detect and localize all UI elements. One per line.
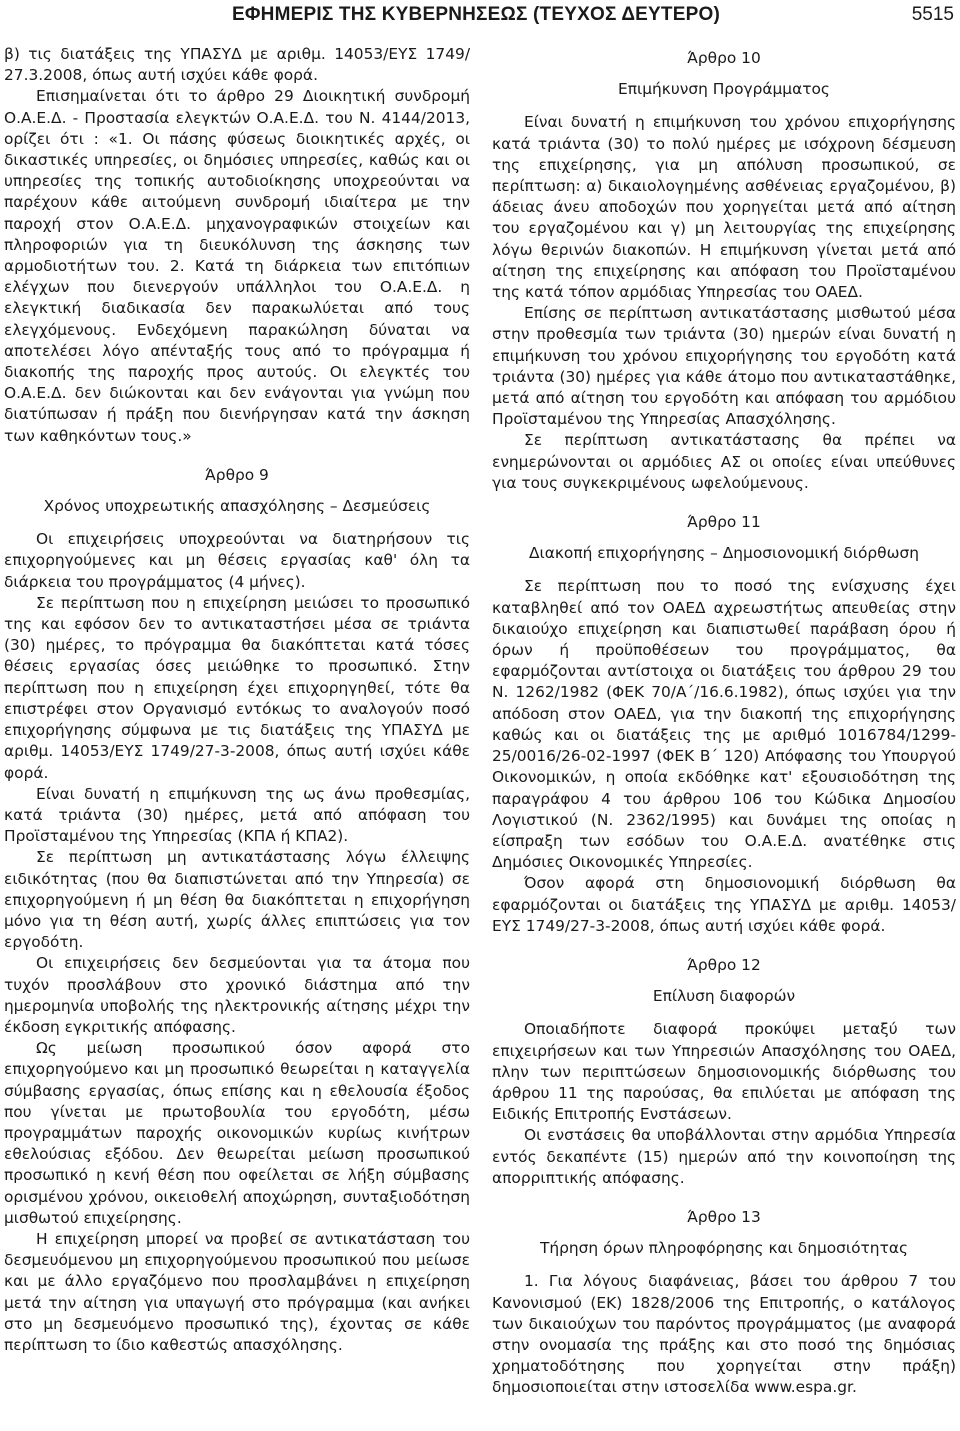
article-heading: Άρθρο 10 (687, 49, 761, 67)
paragraph: Σε περίπτωση που το ποσό της ενίσχυσης έχει καταβληθεί από τον ΟΑΕΔ αχρεωστήτως απευθείας στην δικαιούχο επιχείρηση και διαπιστωθεί παράβαση όρου ή όρων ή προϋποθέσεων του προγράμματος, θα εφαρμόζονται αντίστοιχα οι διατάξεις του άρθρου 29 του Ν. 1262/1982 (ΦΕΚ 70/Α΄/16.6.1982), όπως ισχύει για την απόδοση στον ΟΑΕΔ, για την διακοπή της επιχορήγησης καθώς και οι διατάξεις της με αριθμό 1016784/1299-25/0016/26-02-1997 (ΦΕΚ Β΄ 120) Απόφασης του Υπουργού Οικονομικών, η οποία εκδόθηκε κατ' εξουσιοδότηση της παραγράφου 4 του άρθρου 106 του Κώδικα Δημοσίου Λογιστικού (Ν. 2362/1995) και δυνάμει της οποίας η είσπραξη των εσόδων του Ο.Α.Ε.Δ. ανατέθηκε στις Δημόσιες Οικονομικές Υπηρεσίες. (492, 577, 956, 872)
paragraph: Είναι δυνατή η επιμήκυνση της ως άνω προθεσμίας, κατά τριάντα (30) ημέρες, μετά από απόφαση του Προϊσταμένου της Υπηρεσίας (ΚΠΑ ή ΚΠΑ2). (4, 784, 470, 846)
paragraph: Σε περίπτωση μη αντικατάστασης λόγω έλλειψης ειδικότητας (που θα διαπιστώνεται από την Υπηρεσία) σε επιχορηγούμενη ή μη θέση θα διακόπτεται η επιχορήγηση μόνο για τη θέση αυτή, χωρίς άλλες επιπτώσεις για τον εργοδότη. (4, 848, 470, 952)
paragraph: Είναι δυνατή η επιμήκυνση του χρόνου επιχορήγησης κατά τριάντα (30) το πολύ ημέρες με ισόχρονη δέσμευση της επιχείρησης, για μη απόλυση προσωπικού, σε περίπτωση: α) δικαιολογημένης ασθένειας εργαζομένου, β) άδειας άνευ αποδοχών που χορηγείται μετά από αίτηση του εργαζομένου και γ) μη λειτουργίας της επιχείρησης λόγω θερινών διακοπών. Η επιμήκυνση γίνεται μετά από αίτηση της επιχείρησης και απόφαση του Προϊσταμένου της κατά τόπον αρμόδιας Υπηρεσίας του ΟΑΕΔ. (492, 113, 956, 302)
right-column (492, 44, 956, 1399)
article-title: Επίλυση διαφορών (652, 987, 796, 1006)
paragraph: Οι ενστάσεις θα υποβάλλονται στην αρμόδια Υπηρεσία εντός δεκαπέντε (15) ημερών από την κοινοποίηση της απορριπτικής απόφασης. (492, 1126, 956, 1187)
paragraph: Οι επιχειρήσεις υποχρεούνται να διατηρήσουν τις επιχορηγούμενες και μη θέσεις εργασίας καθ' όλη τα διάρκεια του προγράμματος (4 μήνες). (4, 530, 470, 591)
paragraph: Επίσης σε περίπτωση αντικατάστασης μισθωτού μέσα στην προθεσμία των τριάντα (30) ημερών είναι δυνατή η επιμήκυνση του χρόνου επιχορήγησης του εργοδότη κατά τριάντα (30) ημέρες για κάθε άτομο που αντικαταστάθηκε, μετά από αίτηση του εργοδότη και απόφαση του αρμόδιου Προϊσταμένου της Υπηρεσίας Απασχόλησης. (492, 304, 956, 429)
paragraph: Οι επιχειρήσεις δεν δεσμεύονται για τα άτομα που τυχόν προσλάβουν στο χρονικό διάστημα από την ημερομηνία υποβολής της ηλεκτρονικής αίτησης μέχρι την έκδοση εγκριτικής απόφασης. (4, 954, 470, 1036)
article-heading: Άρθρο 12 (687, 955, 761, 974)
gazette-title: ΕΦΗΜΕΡΙΣ ΤΗΣ ΚΥΒΕΡΝΗΣΕΩΣ (ΤΕΥΧΟΣ ΔΕΥΤΕΡΟ) (232, 4, 720, 25)
page-header (0, 0, 960, 34)
paragraph: Όσον αφορά στη δημοσιονομική διόρθωση θα εφαρμόζονται οι διατάξεις της ΥΠΑΣΥΔ με αριθμ. 14053/ΕΥΣ 1749/27-3-2008, όπως αυτή ισχύει κάθε φορά. (492, 874, 956, 935)
paragraph: Σε περίπτωση που η επιχείρηση μειώσει το προσωπικό της και εφόσον δεν το αντικαταστήσει μέσα σε τριάντα (30) ημέρες, το πρόγραμμα θα διακόπτεται κατά τόσες θέσεις εργασίας όσες μειώθηκε το προσωπικό. Στην περίπτωση που η επιχείρηση έχει επιχορηγηθεί, τότε θα επιστρέφει στον Οργανισμό εντόκως το αναλογούν ποσό επιχορήγησης σύμφωνα με τις διατάξεις της ΥΠΑΣΥΔ με αριθμ. 14053/ΕΥΣ 1749/27-3-2008, όπως αυτή ισχύει κάθε φορά. (4, 593, 470, 782)
article-heading: Άρθρο 11 (687, 513, 761, 532)
article-title: Επιμήκυνση Προγράμματος (618, 80, 830, 99)
paragraph: β) τις διατάξεις της ΥΠΑΣΥΔ με αριθμ. 14053/ΕΥΣ 1749/ 27.3.2008, όπως αυτή ισχύει κάθε φορά. (4, 45, 470, 85)
article-heading: Άρθρο 13 (687, 1207, 761, 1226)
article-title: Τήρηση όρων πληροφόρησης και δημοσιότητας (539, 1239, 909, 1258)
page-number: 5515 (911, 4, 954, 25)
paragraph: Επισημαίνεται ότι το άρθρο 29 Διοικητική συνδρομή Ο.Α.Ε.Δ. - Προστασία ελεγκτών Ο.Α.Ε.Δ. του Ν. 4144/2013, ορίζει ότι : «1. Οι πάσης φύσεως διοικητικές αρχές, οι δικαστικές υπηρεσίες, οι δημόσιες υπηρεσίες, καθώς και οι υπηρεσίες της τοπικής αυτοδιοίκησης υποχρεούνται να παρέχουν κάθε αιτούμενη συνδρομή ιδιαίτερα με την παροχή στον Ο.Α.Ε.Δ. μηχανογραφικών στοιχείων και πληροφοριών για τη διευκόλυνση της άσκησης των αρμοδιοτήτων του. 2. Κατά τη διάρκεια των επιτόπιων ελέγχων που διενεργούν υπάλληλοι του Ο.Α.Ε.Δ. η ελεγκτική διαδικασία δεν παρακωλύεται από τους ελεγχόμενους. Ενδεχόμενη παρακώληση δύναται να αποτελέσει λόγο απένταξής τους από το πρόγραμμα ή διακοπής της παροχής προς αυτούς. Οι ελεγκτές του Ο.Α.Ε.Δ. δεν διώκονται και δεν ενάγονται για γνώμη που διατύπωσαν ή πράξη που διενήργησαν κατά την άσκηση των καθηκόντων τους.» (4, 87, 470, 445)
paragraph: Σε περίπτωση αντικατάστασης θα πρέπει να ενημερώνονται οι αρμόδιες ΑΣ οι οποίες είναι υπεύθυνες για τους συγκεκριμένους ωφελούμενους. (492, 431, 956, 492)
paragraph: Ως μείωση προσωπικού όσον αφορά στο επιχορηγούμενο και μη προσωπικό θεωρείται η καταγγελία σύμβασης εργασίας, όπως επίσης και η εθελουσία έξοδος που γίνεται με πρωτοβουλία του εργοδότη, μέσω προγραμμάτων παροχής οικονομικών κυρίως κινήτρων εθελούσιας εξόδου. Δεν θεωρείται μείωση προσωπικού προσωπικό η κενή θέση που οφείλεται σε λήξη σύμβασης ορισμένου χρόνου, οικειοθελή αποχώρηση, συνταξιοδότηση μισθωτού επιχείρησης. (4, 1039, 470, 1227)
article-title: Διακοπή επιχορήγησης – Δημοσιονομική διόρθωση (528, 544, 919, 563)
paragraph: Η επιχείρηση μπορεί να προβεί σε αντικατάσταση του δεσμευόμενου μη επιχορηγούμενου προσωπικού που μείωσε και με άλλο εργαζόμενο που προσλαμβάνει η επιχείρηση μετά την αίτηση για υπαγωγή στο πρόγραμμα (και ανήκει στο μη δεσμευόμενο προσωπικό της), έχοντας σε κάθε περίπτωση το ίδιο καθεστώς απασχόλησης. (4, 1229, 470, 1354)
article-heading: Άρθρο 9 (205, 465, 269, 484)
paragraph: 1. Για λόγους διαφάνειας, βάσει του άρθρου 7 του Κανονισμού (ΕΚ) 1828/2006 της Επιτροπής, ο κατάλογος των δικαιούχων του παρόντος προγράμματος (με αναφορά στην ονομασία της πράξης και στο ποσό της δημόσιας χρηματοδότησης που χορηγείται στην πράξη) δημοσιοποιείται στην ιστοσελίδα www.espa.gr. (492, 1272, 956, 1397)
paragraph: Οποιαδήποτε διαφορά προκύψει μεταξύ των επιχειρήσεων και των Υπηρεσιών Απασχόλησης του ΟΑΕΔ, πλην των περιπτώσεων δημοσιονομικής διόρθωσης του άρθρου 11 της παρούσας, θα επιλύεται με απόφαση της Ειδικής Επιτροπής Ενστάσεων. (492, 1020, 956, 1124)
left-column (4, 44, 470, 1356)
article-title: Χρόνος υποχρεωτικής απασχόλησης – Δεσμεύσεις (43, 497, 431, 516)
